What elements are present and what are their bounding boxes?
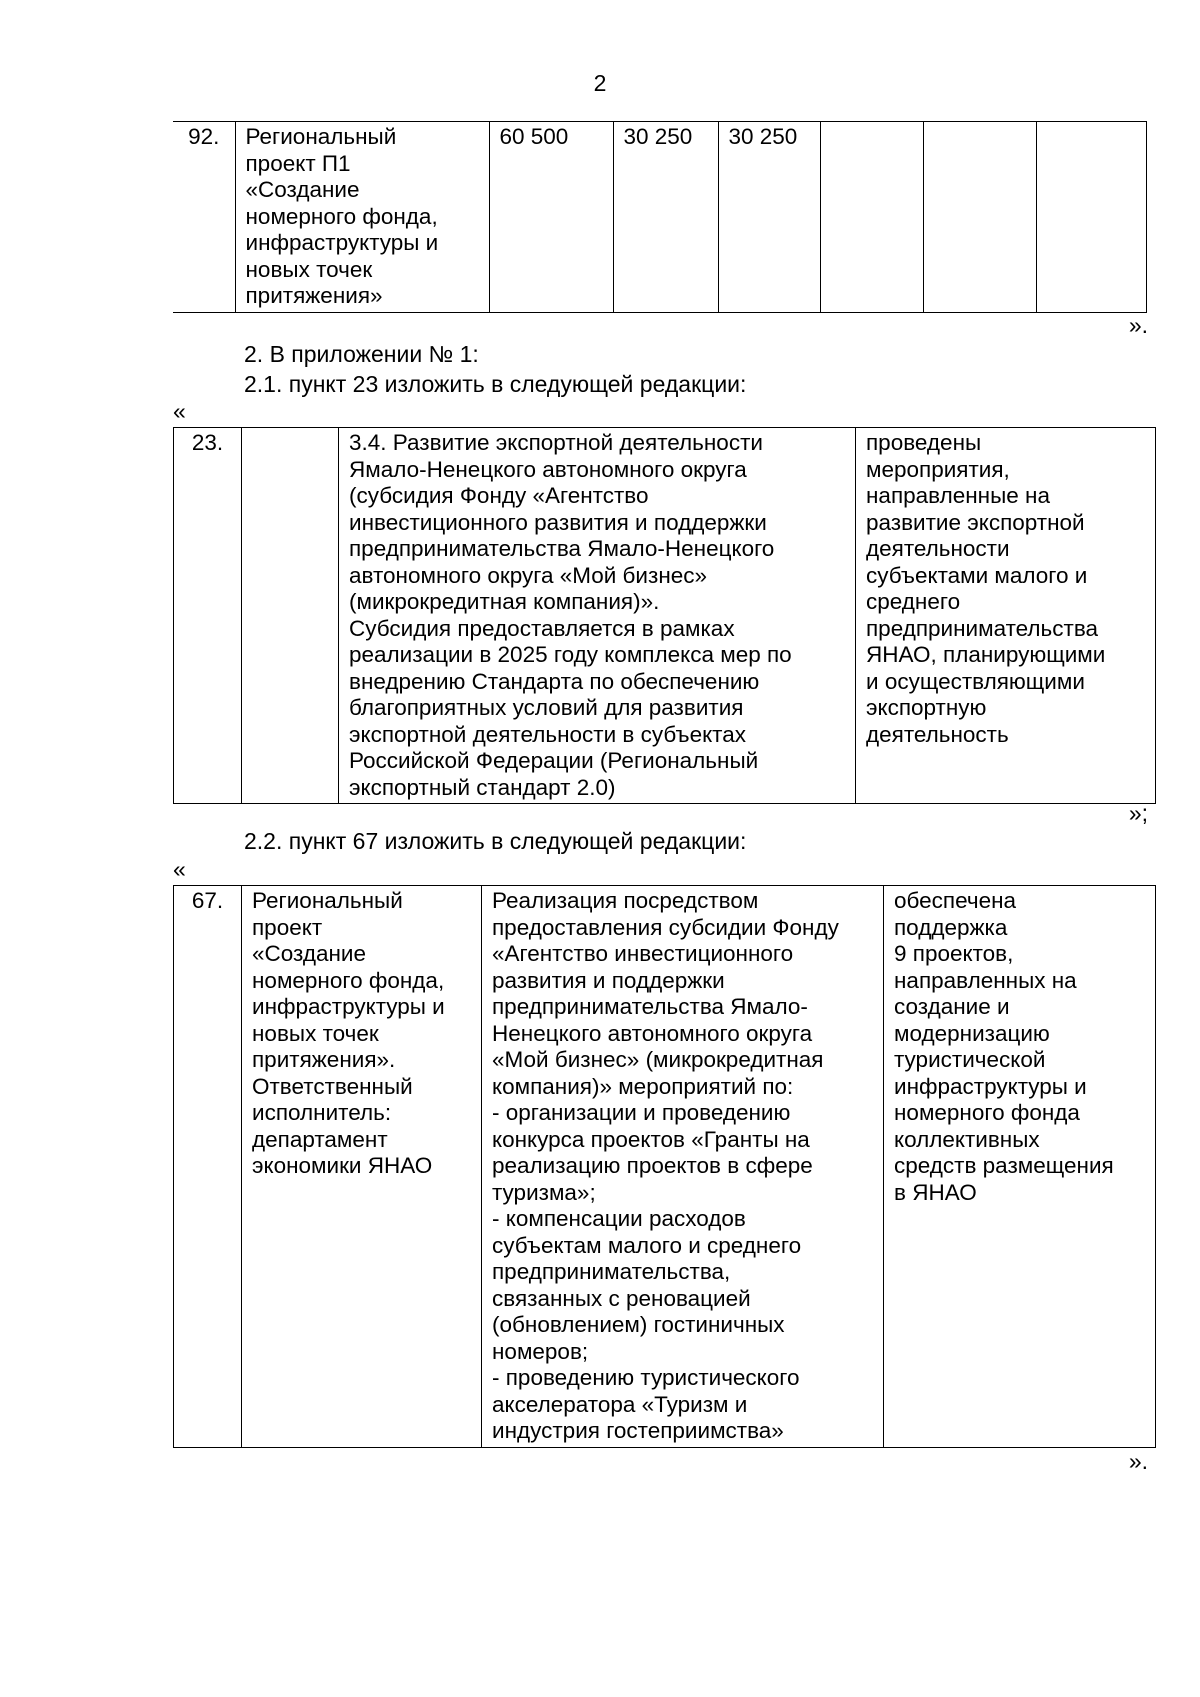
- table-item-67: [173, 885, 1156, 1448]
- empty-cell: [1036, 122, 1146, 313]
- closing-quote: ».: [1128, 312, 1148, 338]
- opening-quote: «: [173, 398, 186, 424]
- closing-quote: »;: [1128, 800, 1148, 826]
- page-number: 2: [593, 70, 607, 96]
- result-cell: обеспечена поддержка 9 проектов, направленных на создание и модернизацию туристической инфраструктуры и номерного фонда коллективных средств размещения в ЯНАО: [884, 886, 1156, 1448]
- row-number: 67.: [174, 886, 242, 1448]
- table-row: [174, 428, 1156, 804]
- project-name-cell: Региональный проект П1 «Создание номерного фонда, инфраструктуры и новых точек притяжения»: [235, 122, 489, 313]
- table-row: [173, 122, 1146, 313]
- table-row: [174, 886, 1156, 1448]
- paragraph-2-2: 2.2. пункт 67 изложить в следующей редакции:: [244, 828, 747, 854]
- paragraph-2-1: 2.1. пункт 23 изложить в следующей редакции:: [244, 371, 747, 397]
- empty-cell: [820, 122, 923, 313]
- activity-description-cell: Реализация посредством предоставления субсидии Фонду «Агентство инвестиционного развития и поддержки предпринимательства Ямало- Ненецкого автономного округа «Мой бизнес» (микрокредитная компания)» мероприятий по: - организации и проведению конкурса проектов «Гранты на реализацию проектов в сфере туризма»; - компенсации расходов субъектам малого и среднего предпринимательства, связанных с реновацией (обновлением) гостиничных номеров; - проведению туристического акселератора «Туризм и индустрия гостеприимства»: [482, 886, 884, 1448]
- table-item-92: [173, 121, 1147, 313]
- empty-cell: [923, 122, 1036, 313]
- closing-quote: ».: [1128, 1448, 1148, 1474]
- row-number: 23.: [174, 428, 242, 804]
- table-item-23: [173, 427, 1156, 804]
- empty-cell: [242, 428, 339, 804]
- project-name-cell: Региональный проект «Создание номерного фонда, инфраструктуры и новых точек притяжения». Ответственный исполнитель: департамент экономики ЯНАО: [242, 886, 482, 1448]
- value-total-cell: 60 500: [489, 122, 613, 313]
- row-number: 92.: [173, 122, 235, 313]
- result-cell: проведены мероприятия, направленные на развитие экспортной деятельности субъектами малого и среднего предпринимательства ЯНАО, планирующими и осуществляющими экспортную деятельность: [856, 428, 1156, 804]
- paragraph-2: 2. В приложении № 1:: [244, 341, 479, 367]
- opening-quote: «: [173, 856, 186, 882]
- value-cell: 30 250: [718, 122, 820, 313]
- activity-description-cell: 3.4. Развитие экспортной деятельности Ямало-Ненецкого автономного округа (субсидия Фонду «Агентство инвестиционного развития и поддержки предпринимательства Ямало-Ненецкого автономного округа «Мой бизнес» (микрокредитная компания)». Субсидия предоставляется в рамках реализации в 2025 году комплекса мер по внедрению Стандарта по обеспечению благоприятных условий для развития экспортной деятельности в субъектах Российской Федерации (Региональный экспортный стандарт 2.0): [339, 428, 856, 804]
- value-cell: 30 250: [613, 122, 718, 313]
